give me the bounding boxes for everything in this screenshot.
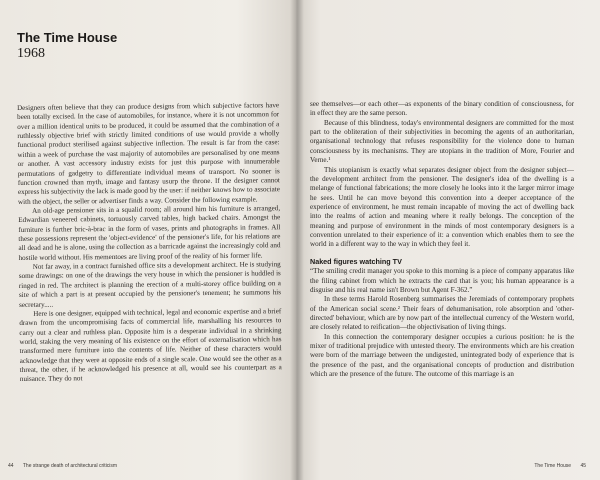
- body-paragraph: In these terms Harold Rosenberg summarises the Jeremiads of contemporary prophets of the American social scene.² Their fears of dehumanisation, role absorption and 'other-directed' behaviour, which are by now part of the intellectual currency of the Western world, are closely related to reification—the objectivisation of living things.: [310, 295, 574, 332]
- book-gutter: [290, 0, 304, 480]
- left-page-footer: [8, 463, 117, 469]
- body-paragraph: see themselves—or each other—as exponents of the binary condition of consciousness, for in effect they are the same person.: [310, 100, 574, 118]
- right-body-text: [310, 100, 574, 380]
- running-title: The strange death of architectural criticism: [22, 463, 118, 469]
- body-paragraph: This utopianism is exactly what separates designer object from the designer subject—the development architect from the pensioner. The designer's idea of the dwelling is a melange of functional fabrications; the more closely he looks into it the larger mirror image he sees. Until he can move beyond this convention into a deeper acceptance of the experience of environment, he must remain incapable of moving the act of dwelling back into the realms of action and meaning where it really belongs. The conception of the meaning and purpose of environment in the minds of most contemporary designers is a convention unrelated to their experience of it: a convention which enables them to see the world in a different way to the way in which they feel it.: [310, 165, 574, 249]
- section-subheading: Naked figures watching TV: [310, 256, 402, 266]
- page-number: 44: [8, 463, 14, 469]
- body-paragraph: In this connection the contemporary designer occupies a curious position: he is the mixer of traditional prejudice with untested theory. The environments which are his creation were born of the marriage between the undigested, unintegrated body of experience that is the presence of the past, and the organisational concepts of production and distribution which are the presence of the future. The outcome of this marriage is an: [310, 332, 574, 379]
- left-page: [0, 0, 296, 480]
- chapter-year: 1968: [17, 46, 45, 61]
- body-paragraph: Not far away, in a contract furnished office sits a development architect. He is studying some drawings: on one of the drawings the very house in which the pensioner is huddled is ringed in red. The architect is planning the erection of a multi-storey office building on a site of which a part is at present occupied by the pensioner's tenement; he summons his secretary.....: [18, 260, 282, 309]
- left-body-text: [17, 101, 282, 385]
- chapter-title: The Time House: [17, 30, 118, 45]
- right-page: [296, 0, 600, 480]
- running-title: The Time House: [534, 463, 572, 469]
- body-paragraph: Designers often believe that they can produce designs from which subjective factors have been totally excised. In the case of automobiles, for instance, where it is not uncommon for over a million identical units to be produced, it could be assumed that the combination of a ruthlessly objective brief with strictly limited conditions of use would provide a wholly functional product sterilised against subjective inflection. The result is far from the case: within a week of purchase the vast majority of automobiles are personalised by one means or another. A vast accessory industry exists for just this purpose with innumerable permutations of gadgetry to differentiate individual means of transport. No sooner is function crowned than myth, image and fantasy usurp the throne. If the designer cannot express his subjectivity the lack is made good by the user: if neither knows how to associate with the object, the seller or advertiser finds a way. Consider the following example.: [17, 101, 280, 206]
- body-paragraph: Here is one designer, equipped with technical, legal and economic expertise and a brief drawn from the uncompromising facts of commercial life, marshalling his resources to carry out a clear and ruthless plan. Opposite him is a desperate individual in a shrinking world, staking the very meaning of his existence on the effort of externalisation which has transformed mere furniture into the contents of life. Neither of these characters would acknowledge that they were at opposite ends of a single scale. One would see the other as a threat, the other, if he acknowledged his presence at all, would see his counterpart as a nuisance. They do not: [19, 307, 282, 384]
- page-number: 45: [580, 463, 586, 469]
- right-page-footer: [534, 463, 586, 469]
- body-paragraph: Because of this blindness, today's environmental designers are committed for the most part to the obliteration of their subjectivities in becoming the agents of an authoritarian, organisational technology that refuses responsibility for the violence done to human consciousness by its mechanisms. They are utopians in the tradition of More, Fourier and Verne.¹: [310, 118, 574, 165]
- body-paragraph: An old-age pensioner sits in a squalid room; all around him his furniture is arranged, Edwardian veneered cabinets, tortuously carved tables, high backed chairs. Amongst the furniture is further bric-à-brac in the form of vases, prints and photographs in frames. All these possessions represent the 'object-evidence' of the pensioner's life, for his relations are all dead and he is alone, using the collection as a barricade against the increasingly cold and hostile world without. His mementoes are living proof of the reality of his former life.: [18, 204, 281, 262]
- body-paragraph: “The smiling credit manager you spoke to this morning is a piece of company apparatus like the filing cabinet from which he extracts the card that is you; his human appearance is a disguise and his real name isn't Brown but Agent F-362.”: [310, 267, 574, 294]
